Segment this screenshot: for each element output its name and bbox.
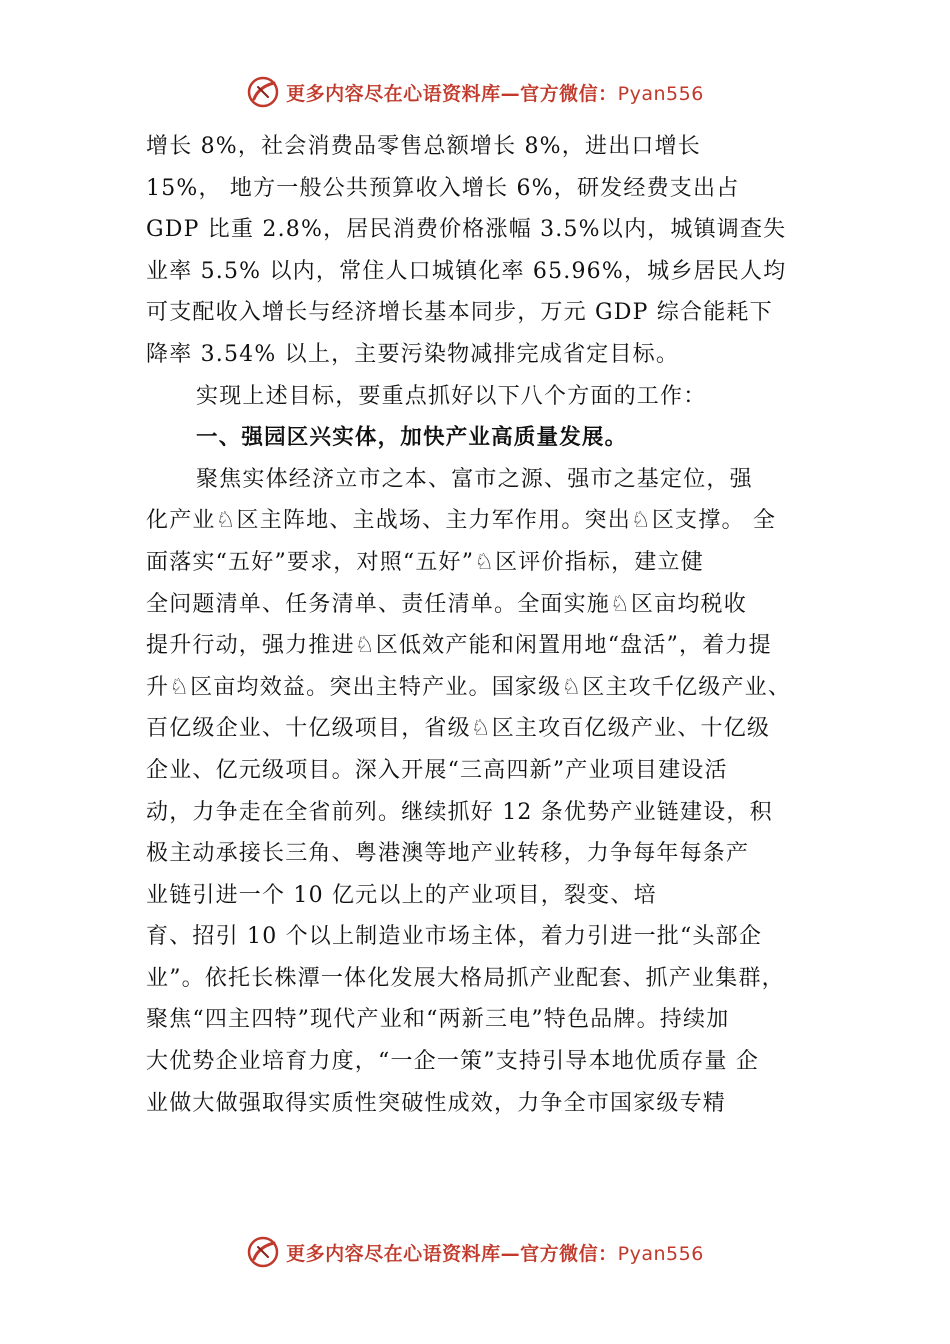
wechat-id: Pyan556 xyxy=(617,1242,704,1265)
text-line: 育、招引 10 个以上制造业市场主体，着力引进一批“头部企 xyxy=(146,924,763,950)
header-watermark xyxy=(0,72,950,112)
text-line: 业率 5.5% 以内，常住人口城镇化率 65.96%，城乡居民人均 xyxy=(146,258,787,284)
watermark-text: 更多内容尽在心语资料库—官方微信：Pyan556 xyxy=(286,1242,704,1265)
text-line: 极主动承接长三角、粤港澳等地产业转移，力争每年每条产 xyxy=(146,841,750,867)
text-line: 全问题清单、任务清单、责任清单。全面实施♘区亩均税收 xyxy=(146,591,747,617)
document-body xyxy=(146,126,836,1124)
text-line: 业做大做强取得实质性突破性成效，力争全市国家级专精 xyxy=(146,1090,727,1116)
text-line: 大优势企业培育力度，“一企一策”支持引导本地优质存量 企 xyxy=(146,1049,760,1075)
text-line: 降率 3.54% 以上，主要污染物减排完成省定目标。 xyxy=(146,341,680,367)
seal-logo-icon xyxy=(246,1235,280,1269)
section-heading: 一、强园区兴实体，加快产业高质量发展。 xyxy=(196,425,628,451)
text-line: 15%， 地方一般公共预算收入增长 6%，研发经费支出占 xyxy=(146,175,740,201)
text-line: 百亿级企业、十亿级项目，省级♘区主攻百亿级产业、十亿级 xyxy=(146,716,771,742)
seal-logo-icon xyxy=(246,75,280,109)
text-line: 面落实“五好”要求，对照“五好”♘区评价指标，建立健 xyxy=(146,549,704,575)
text-line: 业链引进一个 10 亿元以上的产业项目，裂变、培 xyxy=(146,882,657,908)
watermark-text: 更多内容尽在心语资料库—官方微信：Pyan556 xyxy=(286,82,704,105)
text-line: GDP 比重 2.8%，居民消费价格涨幅 3.5%以内，城镇调查失 xyxy=(146,217,787,243)
footer-watermark xyxy=(0,1232,950,1272)
wechat-id: Pyan556 xyxy=(617,82,704,105)
text-line: 化产业♘区主阵地、主战场、主力军作用。突出♘区支撑。 全 xyxy=(146,508,777,534)
text-line: 动，力争走在全省前列。继续抓好 12 条优势产业链建设，积 xyxy=(146,799,773,825)
text-line: 聚焦实体经济立市之本、富市之源、强市之基定位，强 xyxy=(196,466,753,492)
text-line: 可支配收入增长与经济增长基本同步，万元 GDP 综合能耗下 xyxy=(146,300,773,326)
text-line: 增长 8%，社会消费品零售总额增长 8%，进出口增长 xyxy=(146,134,701,159)
text-line: 升♘区亩均效益。突出主特产业。国家级♘区主攻千亿级产业、 xyxy=(146,674,792,700)
text-line: 提升行动，强力推进♘区低效产能和闲置用地“盘活”，着力提 xyxy=(146,633,772,659)
text-line: 聚焦“四主四特”现代产业和“两新三电”特色品牌。持续加 xyxy=(146,1007,730,1033)
text-line: 企业、亿元级项目。深入开展“三高四新”产业项目建设活 xyxy=(146,757,728,783)
text-line: 实现上述目标，要重点抓好以下八个方面的工作： xyxy=(196,383,707,409)
text-line: 业”。依托长株潭一体化发展大格局抓产业配套、抓产业集群， xyxy=(146,965,785,991)
